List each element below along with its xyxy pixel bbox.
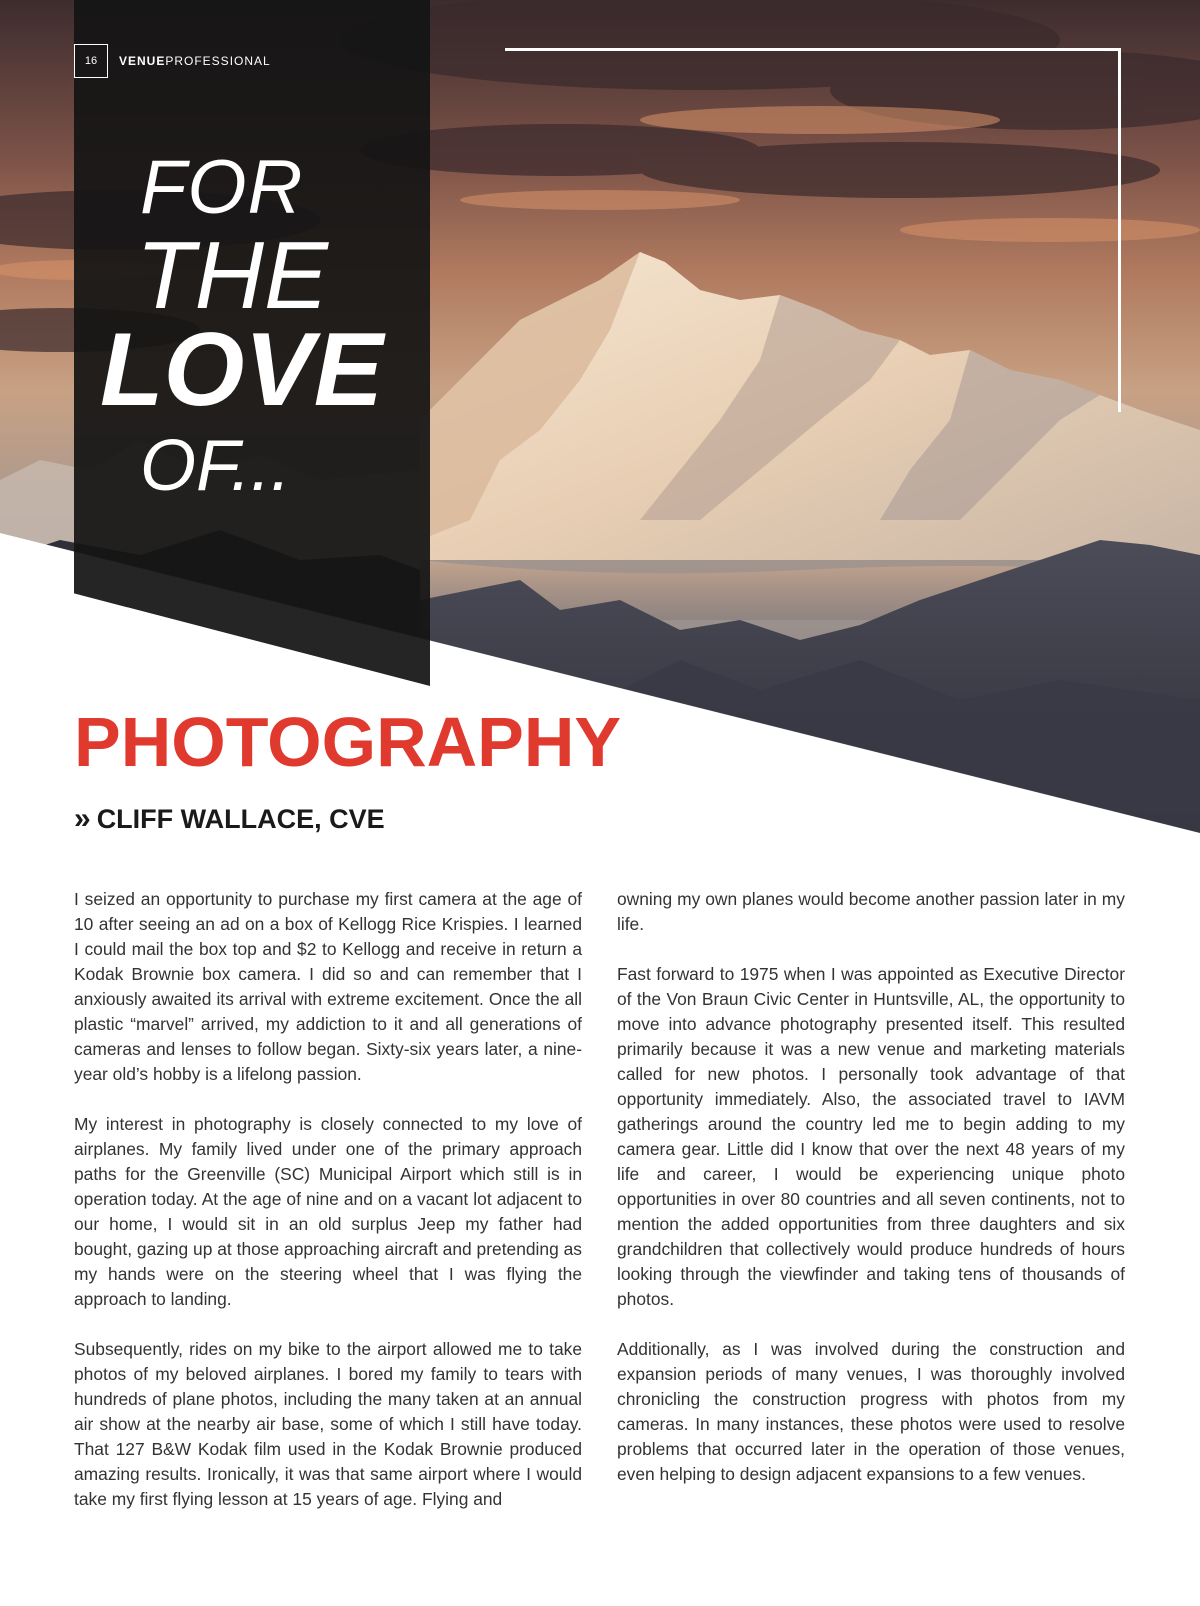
paragraph: I seized an opportunity to purchase my first camera at the age of 10 after seeing an ad on a box of Kellogg Rice Krispies. I learned I could mail the box top and $2 to Kellogg and receive in return a Kodak Brownie box camera. I did so and can remember that I anxiously awaited its arrival with extreme excitement. Once the all plastic “marvel” arrived, my addiction to it and all generations of cameras and lenses to follow began. Sixty-six years later, a nine-year old’s hobby is a lifelong passion. <box>74 889 582 1084</box>
chevron-right-icon: » <box>74 802 91 835</box>
paragraph: My interest in photography is closely connected to my love of airplanes. My family lived under one of the primary approach paths for the Greenville (SC) Municipal Airport which still is in operation today. At the age of nine and on a vacant lot adjacent to our home, I would sit in an old surplus Jeep my father had bought, gazing up at those approaching aircraft and pretending as my hands were on the steering wheel that I was flying the approach to landing. <box>74 1114 582 1309</box>
paragraph: Fast forward to 1975 when I was appointed as Executive Director of the Von Braun Civic Center in Huntsville, AL, the opportunity to move into advance photography presented itself. This resulted primarily because it was a new venue and marketing materials called for new photos. I personally took advantage of that opportunity immediately. Also, the associated travel to IAVM gatherings around the country led me to begin adding to my camera gear. Little did I know that over the next 48 years of my life and career, I would be experiencing unique photo opportunities in over 80 countries and all seven continents, not to mention the added opportunities from three daughters and six grandchildren that collectively would produce hundreds of hours looking through the viewfinder and taking tens of thousands of photos. <box>617 964 1125 1309</box>
title-line-of: OF... <box>140 426 291 506</box>
article-subject: PHOTOGRAPHY <box>74 703 622 781</box>
paragraph: Subsequently, rides on my bike to the airport allowed me to take photos of my beloved airplanes. I bored my family to tears with hundreds of plane photos, including the many taken at an annual air show at the nearby air base, some of which I still have today. That 127 B&W Kodak film used in the Kodak Brownie produced amazing results. Ironically, it was that same airport where I would take my first flying lesson at 15 years of age. Flying and <box>74 1339 582 1509</box>
masthead-light: PROFESSIONAL <box>165 54 271 68</box>
author-name: CLIFF WALLACE, CVE <box>96 803 385 834</box>
title-line-the: THE <box>136 222 328 329</box>
page-number: 16 <box>74 44 108 78</box>
title-line-love: LOVE <box>100 312 384 428</box>
masthead <box>119 54 271 68</box>
body-column-right <box>617 887 1125 1512</box>
byline <box>74 804 385 834</box>
paragraph: owning my own planes would become another passion later in my life. <box>617 889 1125 934</box>
paragraph: Additionally, as I was involved during the construction and expansion periods of many venues, I was thoroughly involved chronicling the construction progress with photos from my cameras. In many instances, these photos were used to resolve problems that occurred later in the operation of those venues, even helping to design adjacent expansions to a few venues. <box>617 1339 1125 1484</box>
decorative-frame <box>505 48 1121 412</box>
title-line-for: FOR <box>140 145 304 230</box>
body-column-left <box>74 887 582 1537</box>
masthead-bold: VENUE <box>119 54 166 68</box>
